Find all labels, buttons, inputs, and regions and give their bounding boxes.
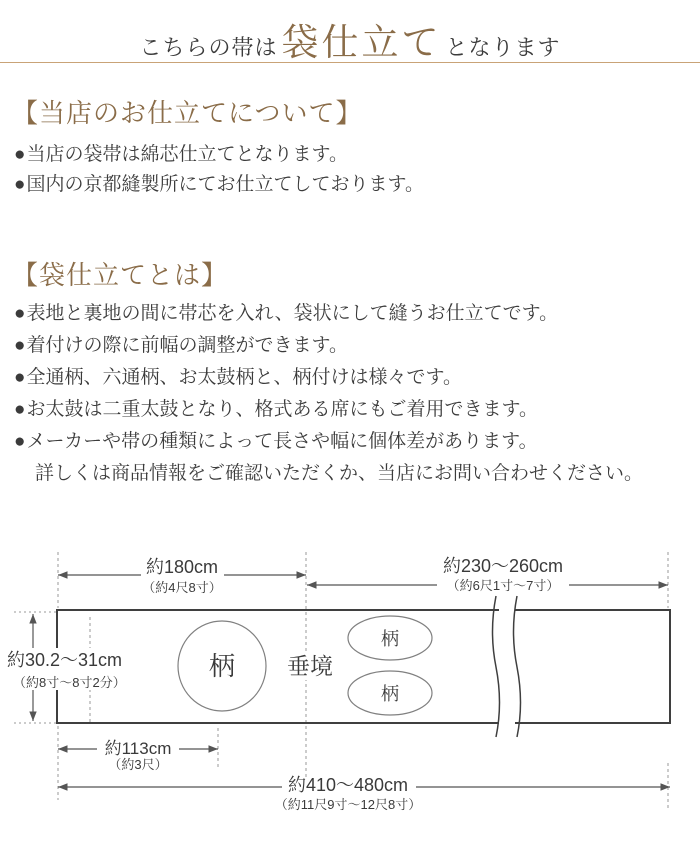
dim-total-label: 約410〜480cm: [287, 775, 409, 795]
bullet-marker: ●: [14, 303, 26, 324]
obi-dimension-diagram: [0, 540, 700, 840]
section-title-tailoring: 【当店のお仕立てについて】: [12, 99, 363, 128]
list-item: [14, 426, 643, 458]
bullet-marker: ●: [14, 367, 26, 388]
bullet-marker: ●: [14, 431, 26, 452]
list-item-text: 当店の袋帯は綿芯仕立てとなります。: [26, 144, 348, 165]
list-item: [14, 298, 643, 330]
header-divider: [0, 62, 700, 63]
title-suffix: となります: [445, 35, 561, 60]
pattern-ellipse-top-label: 柄: [381, 629, 399, 649]
dim-total-sublabel: （約11尺9寸〜12尺8寸）: [274, 797, 422, 812]
dim-180-label: 約180cm: [145, 557, 219, 577]
title-prefix: こちらの帯は: [139, 35, 278, 60]
list-item-text: 国内の京都縫製所にてお仕立てしております。: [26, 174, 424, 195]
list-item-text: 着付けの際に前幅の調整ができます。: [26, 335, 348, 356]
bullet-marker: ●: [14, 399, 26, 420]
section-title-fukuro: 【袋仕立てとは】: [12, 261, 229, 290]
pattern-ellipse-bottom-label: 柄: [381, 684, 399, 704]
dim-height-sublabel: （約8寸〜8寸2分）: [13, 675, 126, 690]
dim-180-sublabel: （約4尺8寸）: [142, 580, 222, 595]
bullet-marker: ●: [14, 144, 26, 165]
bullet-marker: ●: [14, 335, 26, 356]
bullet-marker: ●: [14, 174, 26, 195]
break-gap: [499, 604, 515, 728]
dim-230-label: 約230〜260cm: [442, 556, 564, 576]
dim-230-sublabel: （約6尺1寸〜7寸）: [446, 578, 560, 593]
list-item-text: 表地と裏地の間に帯芯を入れ、袋状にして縫うお仕立てです。: [26, 303, 559, 324]
list-item-text: お太鼓は二重太鼓となり、格式ある席にもご着用できます。: [26, 399, 538, 420]
page-title: [0, 12, 700, 66]
list-item: [14, 330, 643, 362]
tare-boundary-label: 垂境: [287, 653, 333, 679]
dim-113-sublabel: （約3尺）: [108, 757, 168, 772]
section-fukuro-list: [14, 298, 643, 490]
dim-113-label: 約113cm: [104, 739, 172, 758]
list-item: [14, 362, 643, 394]
title-highlight: 袋仕立て: [281, 23, 442, 64]
list-item: [14, 394, 643, 426]
dim-height-label: 約30.2〜31cm: [7, 650, 123, 670]
list-item: [14, 170, 424, 200]
list-item: [14, 140, 424, 170]
list-note: 詳しくは商品情報をご確認いただくか、当店にお問い合わせください。: [35, 463, 644, 484]
list-item-text: 全通柄、六通柄、お太鼓柄と、柄付けは様々です。: [26, 367, 462, 388]
obi-diagram-svg: [0, 540, 700, 840]
pattern-circle-label: 柄: [208, 651, 236, 681]
section-tailoring-list: [14, 140, 424, 200]
list-item-text: メーカーや帯の種類によって長さや幅に個体差があります。: [26, 431, 538, 452]
